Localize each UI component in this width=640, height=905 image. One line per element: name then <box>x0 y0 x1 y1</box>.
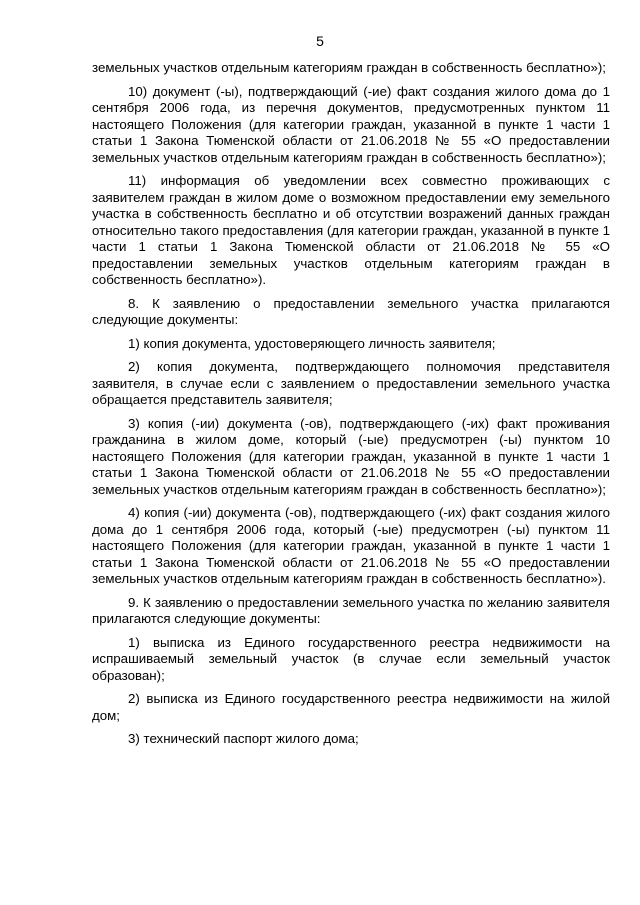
paragraph-s8-item-3: 3) копия (-ии) документа (-ов), подтверждающего (-их) факт проживания гражданина в жилом доме, который (-ые) предусмотрен (-ы) пунктом 10 настоящего Положения (для категории граждан, указанной в пункте 1 части 1 статьи 1 Закона Тюменской области от 21.06.2018 № 55 «О предоставлении земельных участков отдельным категориям граждан в собственность бесплатно»); <box>92 415 610 497</box>
paragraph-section-9: 9. К заявлению о предоставлении земельного участка по желанию заявителя прилагаются следующие документы: <box>92 594 610 626</box>
paragraph-section-8: 8. К заявлению о предоставлении земельного участка прилагаются следующие документы: <box>92 295 610 327</box>
paragraph-s8-item-1: 1) копия документа, удостоверяющего личность заявителя; <box>128 335 496 351</box>
paragraph-s8-item-2: 2) копия документа, подтверждающего полномочия представителя заявителя, в случае если с заявлением о предоставлении земельного участка обращается представитель заявителя; <box>92 359 610 407</box>
paragraph-continuation: земельных участков отдельным категориям граждан в собственность бесплатно»); <box>92 60 606 75</box>
paragraph-s9-item-2: 2) выписка из Единого государственного реестра недвижимости на жилой дом; <box>92 691 610 723</box>
paragraph-item-10: 10) документ (-ы), подтверждающий (-ие) факт создания жилого дома до 1 сентября 2006 года, из перечня документов, предусмотренных пунктом 11 настоящего Положения (для категории граждан, указанной в пункте 1 части 1 статьи 1 Закона Тюменской области от 21.06.2018 № 55 «О предоставлении земельных участков отдельным категориям граждан в собственность бесплатно»); <box>92 83 610 165</box>
page-number: 5 <box>316 33 324 49</box>
paragraph-s9-item-3: 3) технический паспорт жилого дома; <box>128 731 359 746</box>
paragraph-s8-item-4: 4) копия (-ии) документа (-ов), подтверждающего (-их) факт создания жилого дома до 1 сентября 2006 года, который (-ые) предусмотрен (-ы) пунктом 11 настоящего Положения (для категории граждан, указанной в пункте 1 части 1 статьи 1 Закона Тюменской области от 21.06.2018 № 55 «О предоставлении земельных участков отдельным категориям граждан в собственность бесплатно»). <box>92 505 610 586</box>
paragraph-item-11: 11) информация об уведомлении всех совместно проживающих с заявителем граждан в жилом доме о возможном предоставлении ему земельного участка в собственность бесплатно и об отсутствии возражений данных граждан относительно такого предоставления (для категории граждан, указанной в пункте 1 части 1 статьи 1 Закона Тюменской области от 21.06.2018 № 55 «О предоставлении земельных участков отдельным категориям граждан в собственность бесплатно»). <box>92 173 610 287</box>
paragraph-s9-item-1: 1) выписка из Единого государственного реестра недвижимости на испрашиваемый земельный участок (в случае если земельный участок образован); <box>92 634 610 683</box>
document-body <box>92 60 610 755</box>
